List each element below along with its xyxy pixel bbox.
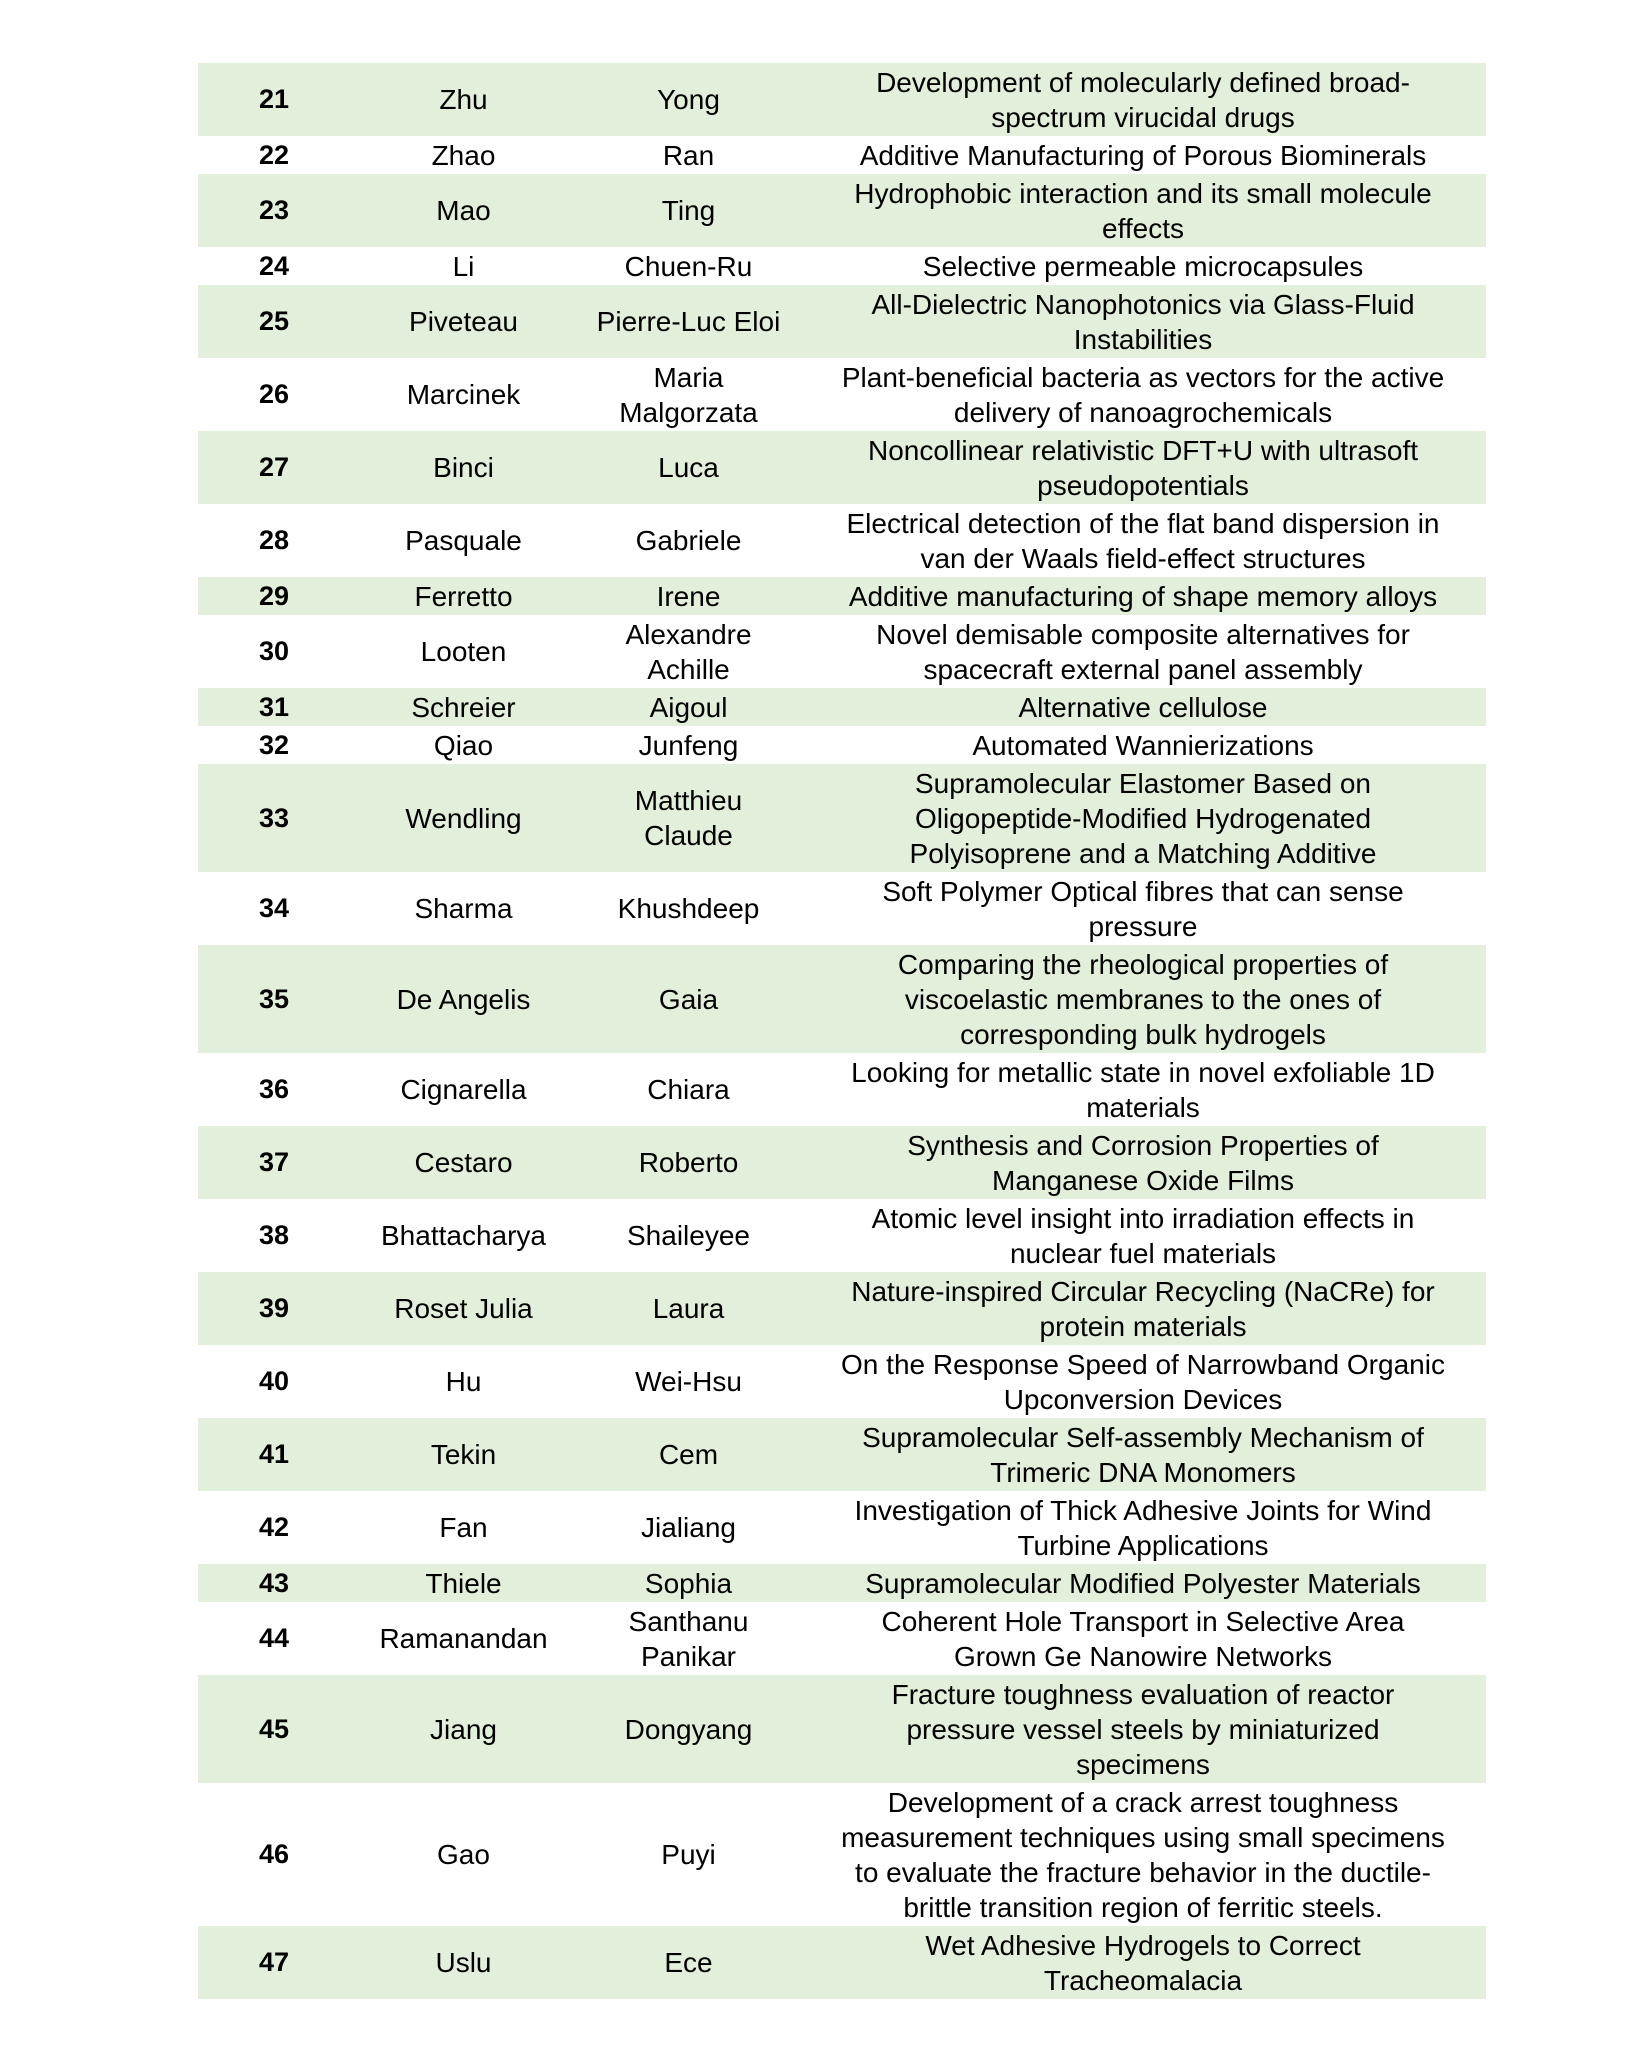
first-name-cell xyxy=(577,1272,800,1345)
project-title-line: Selective permeable microcapsules xyxy=(922,250,1364,282)
first-name-line: Junfeng xyxy=(638,729,739,761)
row-number: 25 xyxy=(198,285,350,358)
first-name-cell xyxy=(577,872,800,945)
table-row xyxy=(198,764,1486,872)
first-name-cell xyxy=(577,1053,800,1126)
table-row xyxy=(198,1199,1486,1272)
surname-cell: Bhattacharya xyxy=(381,1220,546,1251)
project-title-cell xyxy=(800,247,1486,285)
first-name-cell xyxy=(577,615,800,688)
first-name-cell xyxy=(577,1199,800,1272)
row-number: 46 xyxy=(258,1839,290,1869)
table-row xyxy=(198,1675,1486,1783)
row-number: 35 xyxy=(198,945,350,1053)
table-row xyxy=(198,1491,1486,1564)
project-title-line: Electrical detection of the flat band dispersion in xyxy=(846,507,1440,539)
table-row xyxy=(198,504,1486,577)
row-number: 36 xyxy=(258,1074,290,1104)
project-title-line: specimens xyxy=(1076,1748,1210,1780)
surname-cell: Fan xyxy=(439,1512,488,1543)
project-title-line: All-Dielectric Nanophotonics via Glass-Fluid xyxy=(871,288,1415,320)
surname-cell: Uslu xyxy=(350,1926,577,1999)
project-title-cell xyxy=(800,1491,1486,1564)
first-name-line: Khushdeep xyxy=(617,893,760,924)
first-name-line: Matthieu xyxy=(634,785,743,816)
project-title-line: spacecraft external panel assembly xyxy=(923,653,1363,685)
project-title-line: On the Response Speed of Narrowband Organic xyxy=(841,1348,1445,1380)
row-number: 40 xyxy=(258,1366,290,1396)
table-row xyxy=(198,285,1486,358)
first-name-line: Alexandre xyxy=(625,618,752,650)
first-name-line: Yong xyxy=(657,84,720,115)
first-name-line: Sophia xyxy=(644,1567,733,1599)
project-title-line: Investigation of Thick Adhesive Joints for Wind xyxy=(854,1494,1432,1526)
surname-cell: Binci xyxy=(350,431,577,504)
surname-cell: Ramanandan xyxy=(379,1623,548,1654)
project-title-cell xyxy=(800,504,1486,577)
project-title-line: Wet Adhesive Hydrogels to Correct xyxy=(925,1929,1361,1961)
first-name-line: Gaia xyxy=(658,983,719,1015)
first-name-cell xyxy=(577,1564,800,1602)
surname-cell: Cignarella xyxy=(400,1074,527,1105)
project-title-line: protein materials xyxy=(1039,1310,1247,1342)
project-title-line: brittle transition region of ferritic steels. xyxy=(903,1891,1383,1923)
project-title-line: Turbine Applications xyxy=(1017,1529,1269,1561)
project-title-cell xyxy=(800,358,1486,431)
project-title-line: Synthesis and Corrosion Properties of xyxy=(907,1129,1379,1161)
project-title-line: materials xyxy=(1086,1091,1200,1123)
first-name-cell xyxy=(577,577,800,615)
project-title-line: to evaluate the fracture behavior in the ductile- xyxy=(855,1856,1431,1888)
project-title-line: Nature-inspired Circular Recycling (NaCRe) for xyxy=(851,1275,1435,1307)
project-title-line: Plant-beneficial bacteria as vectors for the active xyxy=(841,361,1445,393)
project-title-line: Alternative cellulose xyxy=(1018,691,1268,723)
first-name-cell xyxy=(577,358,800,431)
table-row xyxy=(198,1602,1486,1675)
project-title-line: Automated Wannierizations xyxy=(972,729,1314,761)
project-title-line: Noncollinear relativistic DFT+U with ultrasoft xyxy=(867,434,1419,466)
project-title-line: van der Waals field-effect structures xyxy=(920,542,1366,574)
project-title-line: Looking for metallic state in novel exfoliable 1D xyxy=(851,1056,1435,1088)
first-name-cell xyxy=(577,136,800,174)
project-title-line: Atomic level insight into irradiation effects in xyxy=(871,1202,1415,1234)
project-title-cell xyxy=(800,1602,1486,1675)
row-number: 39 xyxy=(198,1272,350,1345)
project-title-line: corresponding bulk hydrogels xyxy=(960,1018,1326,1050)
project-title-line: pressure vessel steels by miniaturized xyxy=(906,1713,1380,1745)
first-name-line: Panikar xyxy=(641,1640,736,1672)
surname-cell: Zhu xyxy=(350,63,577,136)
row-number: 37 xyxy=(198,1126,350,1199)
first-name-line: Wei-Hsu xyxy=(635,1366,742,1397)
project-title-cell xyxy=(800,1418,1486,1491)
first-name-line: Cem xyxy=(658,1439,719,1470)
first-name-cell xyxy=(577,1783,800,1926)
row-number: 31 xyxy=(198,688,350,726)
surname-cell: Zhao xyxy=(431,139,496,171)
first-name-line: Ting xyxy=(661,195,716,226)
first-name-line: Ece xyxy=(664,1947,713,1978)
first-name-line: Chuen-Ru xyxy=(624,250,753,282)
table-row xyxy=(198,1272,1486,1345)
table-row xyxy=(198,615,1486,688)
surname-cell: Tekin xyxy=(350,1418,577,1491)
first-name-line: Santhanu xyxy=(628,1605,749,1637)
project-title-line: Additive Manufacturing of Porous Biominerals xyxy=(859,139,1427,171)
surname-cell: Piveteau xyxy=(350,285,577,358)
table-body xyxy=(198,63,1486,1999)
surname-cell: Wendling xyxy=(350,764,577,872)
row-number: 23 xyxy=(198,174,350,247)
project-title-line: Instabilities xyxy=(1073,323,1213,355)
project-title-line: measurement techniques using small specimens xyxy=(841,1821,1445,1853)
first-name-cell xyxy=(577,1345,800,1418)
surname-cell: Ferretto xyxy=(350,577,577,615)
project-title-line: Supramolecular Self-assembly Mechanism of xyxy=(862,1421,1424,1453)
first-name-line: Irene xyxy=(656,580,721,612)
project-title-cell xyxy=(800,63,1486,136)
project-title-line: Trimeric DNA Monomers xyxy=(990,1456,1296,1488)
project-title-cell xyxy=(800,136,1486,174)
project-title-cell xyxy=(800,1053,1486,1126)
participants-table xyxy=(198,63,1486,1999)
surname-cell: Jiang xyxy=(350,1675,577,1783)
first-name-cell xyxy=(577,63,800,136)
first-name-line: Claude xyxy=(644,820,733,851)
row-number: 29 xyxy=(198,577,350,615)
first-name-cell xyxy=(577,504,800,577)
row-number: 43 xyxy=(198,1564,350,1602)
project-title-cell xyxy=(800,688,1486,726)
surname-cell: Gao xyxy=(437,1839,490,1870)
project-title-line: Supramolecular Modified Polyester Materials xyxy=(865,1567,1421,1599)
row-number: 44 xyxy=(258,1623,290,1653)
first-name-cell xyxy=(577,726,800,764)
first-name-line: Jialiang xyxy=(641,1512,736,1543)
project-title-line: spectrum virucidal drugs xyxy=(991,101,1295,133)
project-title-line: Oligopeptide-Modified Hydrogenated xyxy=(914,802,1372,834)
row-number: 26 xyxy=(258,379,290,409)
project-title-line: Hydrophobic interaction and its small molecule xyxy=(854,177,1432,209)
project-title-cell xyxy=(800,577,1486,615)
first-name-cell xyxy=(577,1126,800,1199)
project-title-cell xyxy=(800,285,1486,358)
surname-cell: Looten xyxy=(420,636,507,667)
project-title-line: delivery of nanoagrochemicals xyxy=(953,396,1333,428)
row-number: 30 xyxy=(258,636,290,666)
first-name-cell xyxy=(577,688,800,726)
table-row xyxy=(198,1926,1486,1999)
project-title-line: pressure xyxy=(1088,910,1198,942)
table-row xyxy=(198,726,1486,764)
first-name-cell xyxy=(577,174,800,247)
first-name-line: Laura xyxy=(652,1293,725,1324)
project-title-cell xyxy=(800,615,1486,688)
project-title-line: Supramolecular Elastomer Based on xyxy=(914,767,1371,799)
first-name-line: Shaileyee xyxy=(627,1220,750,1251)
project-title-line: Novel demisable composite alternatives for xyxy=(876,618,1410,650)
row-number: 27 xyxy=(198,431,350,504)
project-title-cell xyxy=(800,1126,1486,1199)
project-title-line: Tracheomalacia xyxy=(1043,1964,1243,1996)
first-name-line: Chiara xyxy=(647,1074,730,1105)
project-title-line: pseudopotentials xyxy=(1037,469,1249,501)
project-title-cell xyxy=(800,1272,1486,1345)
first-name-cell xyxy=(577,764,800,872)
surname-cell: Hu xyxy=(445,1366,482,1397)
surname-cell: Sharma xyxy=(414,893,513,924)
first-name-line: Roberto xyxy=(638,1147,739,1178)
project-title-line: Soft Polymer Optical fibres that can sense xyxy=(882,875,1404,907)
table-row xyxy=(198,872,1486,945)
table-row xyxy=(198,577,1486,615)
first-name-cell xyxy=(577,247,800,285)
project-title-line: Development of a crack arrest toughness xyxy=(887,1786,1399,1818)
project-title-line: Polyisoprene and a Matching Additive xyxy=(909,837,1377,869)
table-row xyxy=(198,688,1486,726)
row-number: 28 xyxy=(258,525,290,555)
project-title-cell xyxy=(800,1783,1486,1926)
row-number: 33 xyxy=(198,764,350,872)
project-title-line: Comparing the rheological properties of xyxy=(897,948,1389,980)
surname-cell: Qiao xyxy=(433,729,494,761)
surname-cell: De Angelis xyxy=(350,945,577,1053)
project-title-cell xyxy=(800,1675,1486,1783)
table-row xyxy=(198,1564,1486,1602)
surname-cell: Roset Julia xyxy=(350,1272,577,1345)
first-name-cell xyxy=(577,1602,800,1675)
first-name-cell xyxy=(577,285,800,358)
surname-cell: Cestaro xyxy=(350,1126,577,1199)
first-name-line: Malgorzata xyxy=(619,396,758,428)
project-title-cell xyxy=(800,431,1486,504)
row-number: 41 xyxy=(198,1418,350,1491)
surname-cell: Mao xyxy=(350,174,577,247)
project-title-line: Fracture toughness evaluation of reactor xyxy=(891,1678,1395,1710)
row-number: 24 xyxy=(258,250,290,281)
surname-cell: Marcinek xyxy=(406,379,521,410)
project-title-cell xyxy=(800,1564,1486,1602)
project-title-cell xyxy=(800,1199,1486,1272)
project-title-line: effects xyxy=(1102,212,1184,244)
table-row xyxy=(198,945,1486,1053)
row-number: 21 xyxy=(198,63,350,136)
table-row xyxy=(198,1783,1486,1926)
table-row xyxy=(198,136,1486,174)
project-title-line: Development of molecularly defined broad- xyxy=(876,66,1410,98)
first-name-cell xyxy=(577,945,800,1053)
row-number: 32 xyxy=(258,729,290,760)
first-name-cell xyxy=(577,431,800,504)
first-name-line: Ran xyxy=(662,139,715,171)
project-title-line: Coherent Hole Transport in Selective Area xyxy=(881,1605,1405,1637)
table-row xyxy=(198,63,1486,136)
project-title-line: Additive manufacturing of shape memory alloys xyxy=(848,580,1438,612)
project-title-cell xyxy=(800,945,1486,1053)
project-title-line: Manganese Oxide Films xyxy=(992,1164,1294,1196)
first-name-line: Dongyang xyxy=(624,1713,753,1745)
first-name-cell xyxy=(577,1491,800,1564)
table-row xyxy=(198,1345,1486,1418)
table-row xyxy=(198,358,1486,431)
row-number: 34 xyxy=(258,893,290,923)
project-title-line: Upconversion Devices xyxy=(1003,1383,1283,1415)
row-number: 42 xyxy=(258,1512,290,1542)
first-name-cell xyxy=(577,1418,800,1491)
first-name-line: Achille xyxy=(647,653,730,685)
surname-cell: Li xyxy=(452,250,475,282)
project-title-cell xyxy=(800,872,1486,945)
table-row xyxy=(198,431,1486,504)
project-title-cell xyxy=(800,1345,1486,1418)
table-row xyxy=(198,174,1486,247)
project-title-line: viscoelastic membranes to the ones of xyxy=(904,983,1382,1015)
row-number: 38 xyxy=(258,1220,290,1250)
surname-cell: Pasquale xyxy=(405,525,522,556)
first-name-line: Pierre-Luc Eloi xyxy=(596,306,781,337)
table-row xyxy=(198,1418,1486,1491)
row-number: 47 xyxy=(198,1926,350,1999)
first-name-line: Maria xyxy=(653,361,724,393)
surname-cell: Thiele xyxy=(350,1564,577,1602)
first-name-line: Aigoul xyxy=(649,691,728,723)
table-row xyxy=(198,1126,1486,1199)
row-number: 22 xyxy=(258,139,290,170)
project-title-cell xyxy=(800,174,1486,247)
first-name-line: Gabriele xyxy=(635,525,742,556)
table-row xyxy=(198,247,1486,285)
first-name-cell xyxy=(577,1926,800,1999)
first-name-line: Puyi xyxy=(661,1839,716,1870)
table-row xyxy=(198,1053,1486,1126)
project-title-line: nuclear fuel materials xyxy=(1009,1237,1277,1269)
project-title-cell xyxy=(800,764,1486,872)
project-title-cell xyxy=(800,1926,1486,1999)
row-number: 45 xyxy=(198,1675,350,1783)
project-title-line: Grown Ge Nanowire Networks xyxy=(953,1640,1333,1672)
surname-cell: Schreier xyxy=(350,688,577,726)
first-name-line: Luca xyxy=(658,452,719,483)
first-name-cell xyxy=(577,1675,800,1783)
project-title-cell xyxy=(800,726,1486,764)
